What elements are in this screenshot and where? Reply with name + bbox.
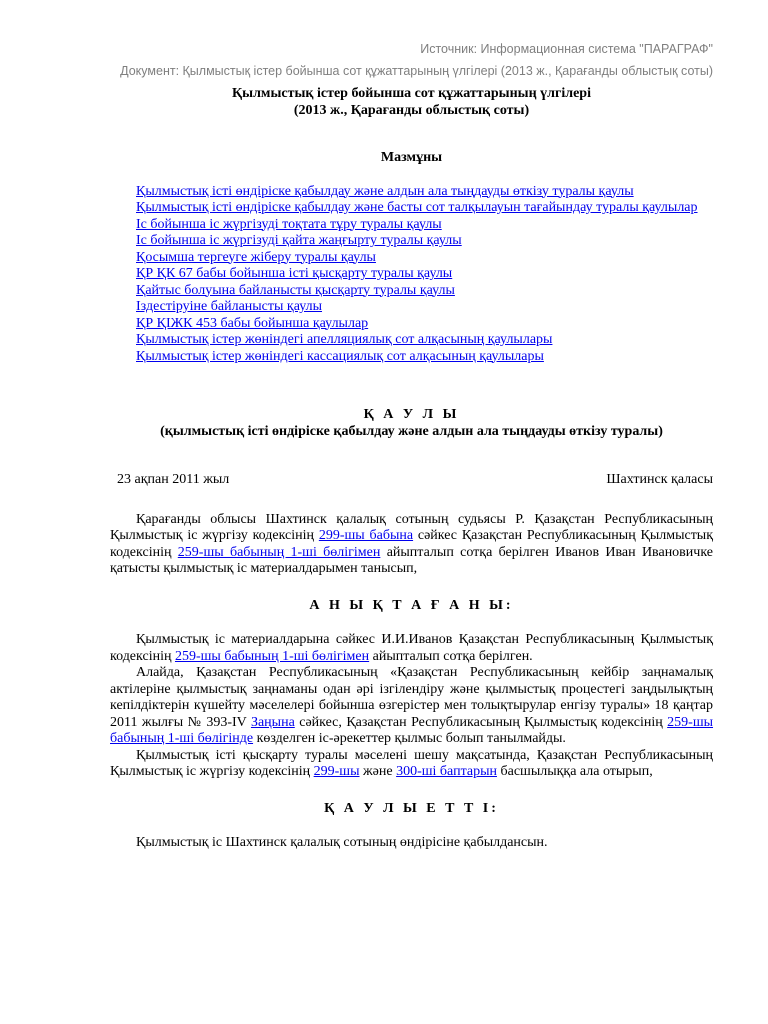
toc-link-5[interactable]: Қосымша тергеуге жіберу туралы қаулы (136, 249, 376, 265)
text-run: сәйкес, Қазақстан Республикасының Қылмыстық кодексінің (294, 714, 668, 730)
toc-item (110, 233, 713, 250)
resolved-heading: Қ А У Л Ы Е Т Т І: (324, 800, 499, 816)
toc-item (110, 266, 713, 283)
text-run: айыпталып сотқа берілген. (369, 648, 533, 664)
text-run: Қарағанды облысы Шахтинск қалалық сотының судьясы Р. Қазақстан Республикасының Қылмыстық іс жүргізу кодексінің (110, 511, 713, 543)
toc-link-1[interactable]: Қылмыстық істі өндіріске қабылдау және алдын ала тыңдауды өткізу туралы қаулы (136, 183, 634, 199)
text-run: көзделген іс-әрекеттер қылмыс болып танылмайды. (253, 731, 566, 746)
title-line-1: Қылмыстық істер бойынша сот құжаттарының үлгілері (232, 86, 591, 101)
intro-paragraph (110, 512, 713, 578)
text-run: Қылмыстық іс материалдарына сәйкес И.И.Иванов Қазақстан Республикасының Қылмыстық кодексінің (110, 632, 713, 664)
toc-link-6[interactable]: ҚР ҚК 67 бабы бойынша істі қысқарту туралы қаулы (136, 266, 453, 281)
toc-link-4[interactable]: Іс бойынша іс жүргізуді қайта жаңғырту туралы қаулы (136, 233, 462, 248)
date-place-row (110, 472, 713, 489)
toc-link-2[interactable]: Қылмыстық істі өндіріске қабылдау және басты сот талқылауын тағайындау туралы қаулылар (136, 200, 698, 215)
toc-item (110, 332, 713, 349)
text-run: Қылмыстық істі қысқарту туралы мәселені шешу мақсатында, Қазақстан Республикасының Қылмыстық іс жүргізу кодексінің (110, 747, 713, 779)
toc-item (110, 299, 713, 316)
text-run: Алайда, Қазақстан Республикасының «Қазақстан Республикасының кейбір заңнамалық актілеріне қылмыстық заңнаманы одан әрі ізгілендіру және қылмыстық процестегі заңдылықтың кепілдіктерін күшейту мәселелері бойынша өзгерістер мен толықтырулар енгізу туралы» 18 қаңтар 2011 жылғы № 393-IV (110, 665, 713, 730)
document-line: Документ: Қылмыстық істер бойынша сот құжаттарының үлгілері (2013 ж., Қарағанды облыстық соты) (120, 64, 713, 78)
page-title (110, 86, 713, 119)
law-link[interactable]: Заңына (250, 714, 295, 730)
paragraph-2 (110, 665, 713, 748)
toc-link-10[interactable]: Қылмыстық істер жөніндегі апелляциялық сот алқасының қаулылары (136, 332, 553, 347)
toc-item (110, 349, 713, 366)
text-run: айыпталып сотқа берілген Иванов Иван Ивановичке қатысты қылмыстық іс материалдарымен танысып, (110, 544, 713, 576)
toc-item (110, 316, 713, 333)
text-run: сәйкес Қазақстан Республикасының Қылмыстық кодексінің (110, 528, 714, 560)
toc-item (110, 184, 713, 201)
article-259-link[interactable]: 259-шы бабының 1-ші бөлігімен (177, 544, 381, 560)
toc-heading: Мазмұны (380, 150, 443, 165)
article-259-link-2[interactable]: 259-шы бабының 1-ші бөлігімен (174, 648, 370, 664)
toc-link-3[interactable]: Іс бойынша іс жүргізуді тоқтата тұру туралы қаулы (136, 216, 442, 232)
toc-link-8[interactable]: Іздестіруіне байланысты қаулы (136, 299, 323, 314)
paragraph-3 (110, 748, 713, 781)
paragraph-1 (110, 632, 713, 665)
text-run: және (359, 764, 397, 779)
text-run: басшылыққа ала отырып, (496, 764, 653, 779)
title-line-2: (2013 ж., Қарағанды облыстық соты) (293, 102, 530, 118)
established-heading: А Н Ы Қ Т А Ғ А Н Ы: (309, 597, 514, 613)
toc-link-11[interactable]: Қылмыстық істер жөніндегі кассациялық сот алқасының қаулылары (136, 348, 544, 364)
toc-item (110, 250, 713, 267)
article-299-link[interactable]: 299-шы бабына (318, 528, 414, 543)
table-of-contents (110, 184, 713, 366)
article-299-link-2[interactable]: 299-шы (313, 764, 360, 779)
decision-date: 23 ақпан 2011 жыл (117, 472, 230, 487)
toc-link-7[interactable]: Қайтыс болуына байланысты қысқарту туралы қаулы (136, 282, 455, 298)
toc-item (110, 217, 713, 234)
toc-item (110, 200, 713, 217)
decision-subtitle: (қылмыстық істі өндіріске қабылдау және алдын ала тыңдауды өткізу туралы) (160, 423, 663, 439)
toc-link-9[interactable]: ҚР ҚІЖК 453 бабы бойынша қаулылар (136, 315, 369, 331)
document-page (110, 0, 713, 852)
toc-item (110, 283, 713, 300)
article-300-link[interactable]: 300-ші баптарын (396, 764, 497, 779)
article-259-link-3[interactable]: 259-шы бабының 1-ші бөлігінде (110, 714, 714, 746)
decision-city: Шахтинск қаласы (606, 472, 713, 487)
decision-title: Қ А У Л Ы (363, 407, 460, 422)
paragraph-4: Қылмыстық іс Шахтинск қалалық сотының өндірісіне қабылдансын. (136, 835, 548, 850)
source-line: Источник: Информационная система "ПАРАГРАФ" (420, 42, 713, 56)
